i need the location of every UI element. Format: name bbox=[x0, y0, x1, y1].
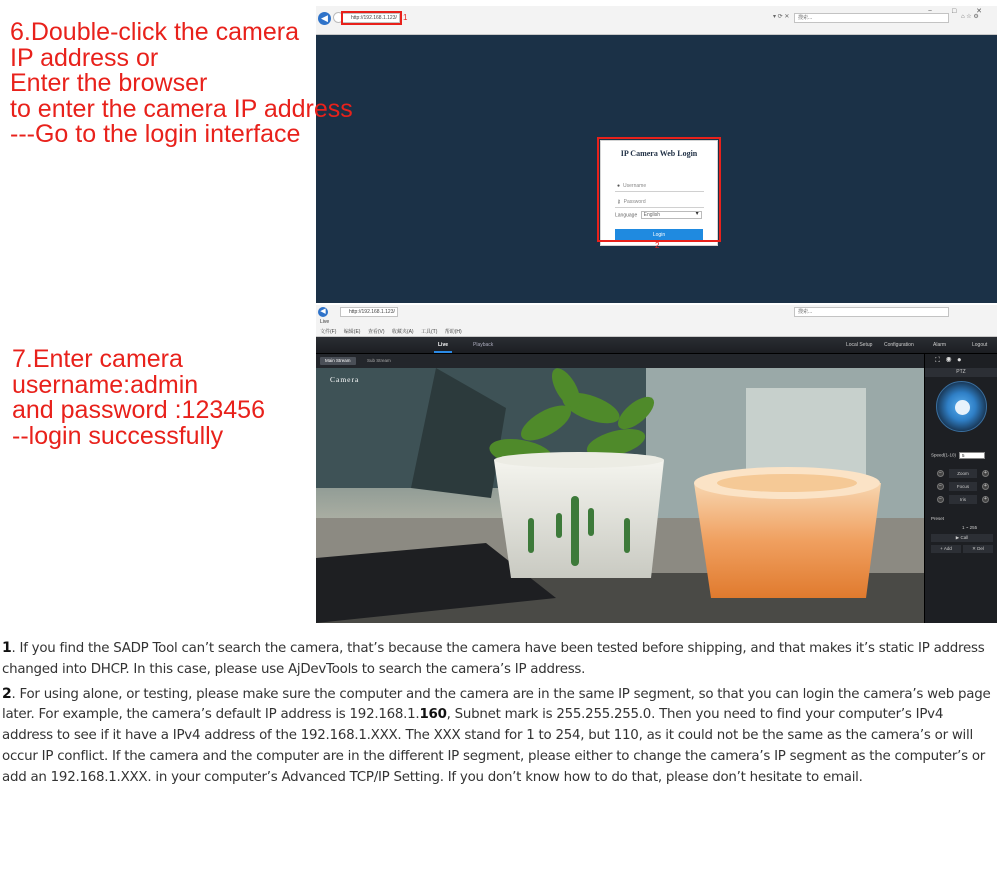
step6-line: to enter the camera IP address bbox=[10, 94, 353, 123]
alarm-link[interactable]: Alarm bbox=[933, 342, 947, 348]
login-title: IP Camera Web Login bbox=[620, 149, 698, 158]
speed-label: Speed(1-10) bbox=[931, 452, 957, 458]
focus-control bbox=[931, 482, 993, 491]
zoom-out-button[interactable]: − bbox=[937, 470, 944, 477]
address-bar[interactable]: http://192.168.1.123/ bbox=[342, 13, 400, 23]
tab-live[interactable]: Live bbox=[438, 342, 449, 348]
note-2-text-b: , Subnet mark is 255.255.255.0. Then you need to find your computer’s IPv4 address to see if it have a IPv4 address of the 192.168.1.XXX. The XXX stand for 1 to 254, but 110, as it could not be the same as the camera’s or will occur IP conflict. If the camera and the computer are in the different IP segment, please either to change the camera’s IP segment as the computer’s or add an 192.168.1.XXX. in your computer’s Advanced TCP/IP Setting. If you don’t know how to do that, please don’t hesitate to email. bbox=[2, 707, 986, 785]
menu-item[interactable]: 查看(V) bbox=[367, 329, 385, 335]
app-nav bbox=[316, 337, 997, 354]
window-buttons[interactable]: − □ ✕ bbox=[927, 8, 991, 15]
browser-toolbar bbox=[316, 6, 997, 35]
step6-line: Enter the browser bbox=[10, 69, 208, 97]
step7-line: username:admin bbox=[12, 370, 199, 399]
zoom-in-button[interactable]: + bbox=[982, 470, 989, 477]
back-icon[interactable]: ◀ bbox=[318, 12, 331, 25]
language-select[interactable]: English ▾ bbox=[641, 211, 702, 219]
username-placeholder: Username bbox=[623, 183, 647, 189]
password-placeholder: Password bbox=[623, 199, 646, 205]
browser-menu bbox=[316, 328, 462, 335]
search-input[interactable]: 搜索... bbox=[794, 307, 949, 317]
step7-line: 7.Enter camera bbox=[12, 345, 183, 373]
search-input[interactable]: 搜索... bbox=[794, 13, 949, 23]
menu-item[interactable]: 编辑(E) bbox=[343, 329, 361, 335]
call-label: Call bbox=[960, 535, 969, 540]
menu-item[interactable]: 工具(T) bbox=[420, 329, 438, 335]
camera-label: Camera bbox=[330, 375, 360, 384]
main-stream-tab[interactable]: Main Stream bbox=[320, 357, 356, 365]
add-button[interactable]: + Add bbox=[931, 545, 961, 553]
step7-line: and password :123456 bbox=[12, 396, 265, 424]
iris-control bbox=[931, 495, 993, 504]
add-label: Add bbox=[943, 546, 952, 551]
step6-line: 6.Double-click the camera bbox=[10, 18, 300, 46]
preset-label: Preset bbox=[931, 516, 945, 521]
focus-in-button[interactable]: + bbox=[982, 483, 989, 490]
delete-label: Del bbox=[977, 546, 984, 551]
note-2 bbox=[2, 684, 996, 789]
delete-button[interactable]: ✕ Del bbox=[963, 545, 993, 553]
ptz-panel bbox=[924, 354, 997, 623]
speed-select[interactable]: 5 bbox=[959, 452, 985, 459]
browser-tools-icons[interactable]: ⌂ ☆ ⚙ bbox=[961, 14, 979, 20]
camera-video[interactable] bbox=[316, 368, 924, 623]
browser-toolbar bbox=[316, 305, 997, 337]
focus-label: Focus bbox=[949, 482, 977, 491]
menu-item[interactable]: 收藏夹(A) bbox=[391, 329, 414, 335]
iris-close-button[interactable]: − bbox=[937, 496, 944, 503]
live-view-screenshot bbox=[316, 305, 997, 623]
stream-bar bbox=[316, 354, 924, 368]
step6-line: IP address or bbox=[10, 43, 159, 72]
ptz-toolbar-icons[interactable]: ⛶◉⏺ bbox=[935, 357, 967, 364]
notes bbox=[2, 638, 996, 792]
marker-2: 2 bbox=[655, 241, 660, 250]
language-label: Language bbox=[615, 212, 638, 219]
configuration-link[interactable]: Configuration bbox=[884, 342, 914, 348]
note-2-text-a: . For using alone, or testing, please make sure the computer and the camera are in the same IP segment, so that you can login the camera’s web page later. For example, the camera’s default IP address is 192.168.1. bbox=[2, 686, 991, 723]
login-screenshot bbox=[316, 6, 997, 303]
ptz-center-button[interactable] bbox=[955, 400, 970, 415]
zoom-control bbox=[931, 469, 993, 478]
speed-row bbox=[931, 452, 985, 459]
user-icon: ● bbox=[617, 183, 621, 189]
browser-tab[interactable]: Live bbox=[320, 319, 330, 325]
camera-scene bbox=[316, 368, 924, 623]
preset-range: 1 ~ 255 bbox=[962, 525, 978, 530]
note-1 bbox=[2, 638, 996, 681]
step6-caption bbox=[10, 20, 353, 148]
call-button[interactable]: ▶ Call bbox=[931, 534, 993, 542]
note-1-number: 1 bbox=[2, 640, 12, 656]
step7-line: --login successfully bbox=[12, 421, 224, 450]
key-icon: ⚷ bbox=[617, 199, 621, 205]
step6-line: ---Go to the login interface bbox=[10, 120, 301, 148]
address-tools[interactable]: ▾ ⟳ ✕ bbox=[773, 14, 790, 20]
step7-caption bbox=[12, 347, 265, 449]
ptz-title: PTZ bbox=[925, 368, 997, 377]
note-2-default-ip-suffix: 160 bbox=[419, 707, 447, 723]
menu-item[interactable]: 帮助(H) bbox=[444, 329, 462, 335]
logout-link[interactable]: Logout bbox=[972, 342, 988, 348]
tab-playback[interactable]: Playback bbox=[473, 342, 494, 348]
note-1-text: . If you find the SADP Tool can’t search the camera, that’s because the camera have been tested before shipping, and that makes it’s static IP address changed into DHCP. In this case, please use AjDevTools to search the camera’s IP address. bbox=[2, 641, 985, 677]
login-card-highlight bbox=[597, 137, 721, 242]
local-setup-link[interactable]: Local Setup bbox=[846, 342, 873, 348]
note-2-number: 2 bbox=[2, 685, 12, 702]
focus-out-button[interactable]: − bbox=[937, 483, 944, 490]
marker-1: 1 bbox=[403, 13, 408, 22]
back-icon[interactable]: ◀ bbox=[318, 307, 328, 317]
zoom-label: Zoom bbox=[949, 469, 977, 478]
menu-item[interactable]: 文件(F) bbox=[320, 329, 337, 335]
address-bar[interactable]: http://192.168.1.123/ bbox=[340, 307, 398, 317]
iris-open-button[interactable]: + bbox=[982, 496, 989, 503]
sub-stream-tab[interactable]: Sub Stream bbox=[367, 358, 391, 363]
ptz-direction-wheel[interactable] bbox=[936, 381, 987, 432]
login-button[interactable]: Login bbox=[615, 229, 703, 242]
iris-label: Iris bbox=[949, 495, 977, 504]
